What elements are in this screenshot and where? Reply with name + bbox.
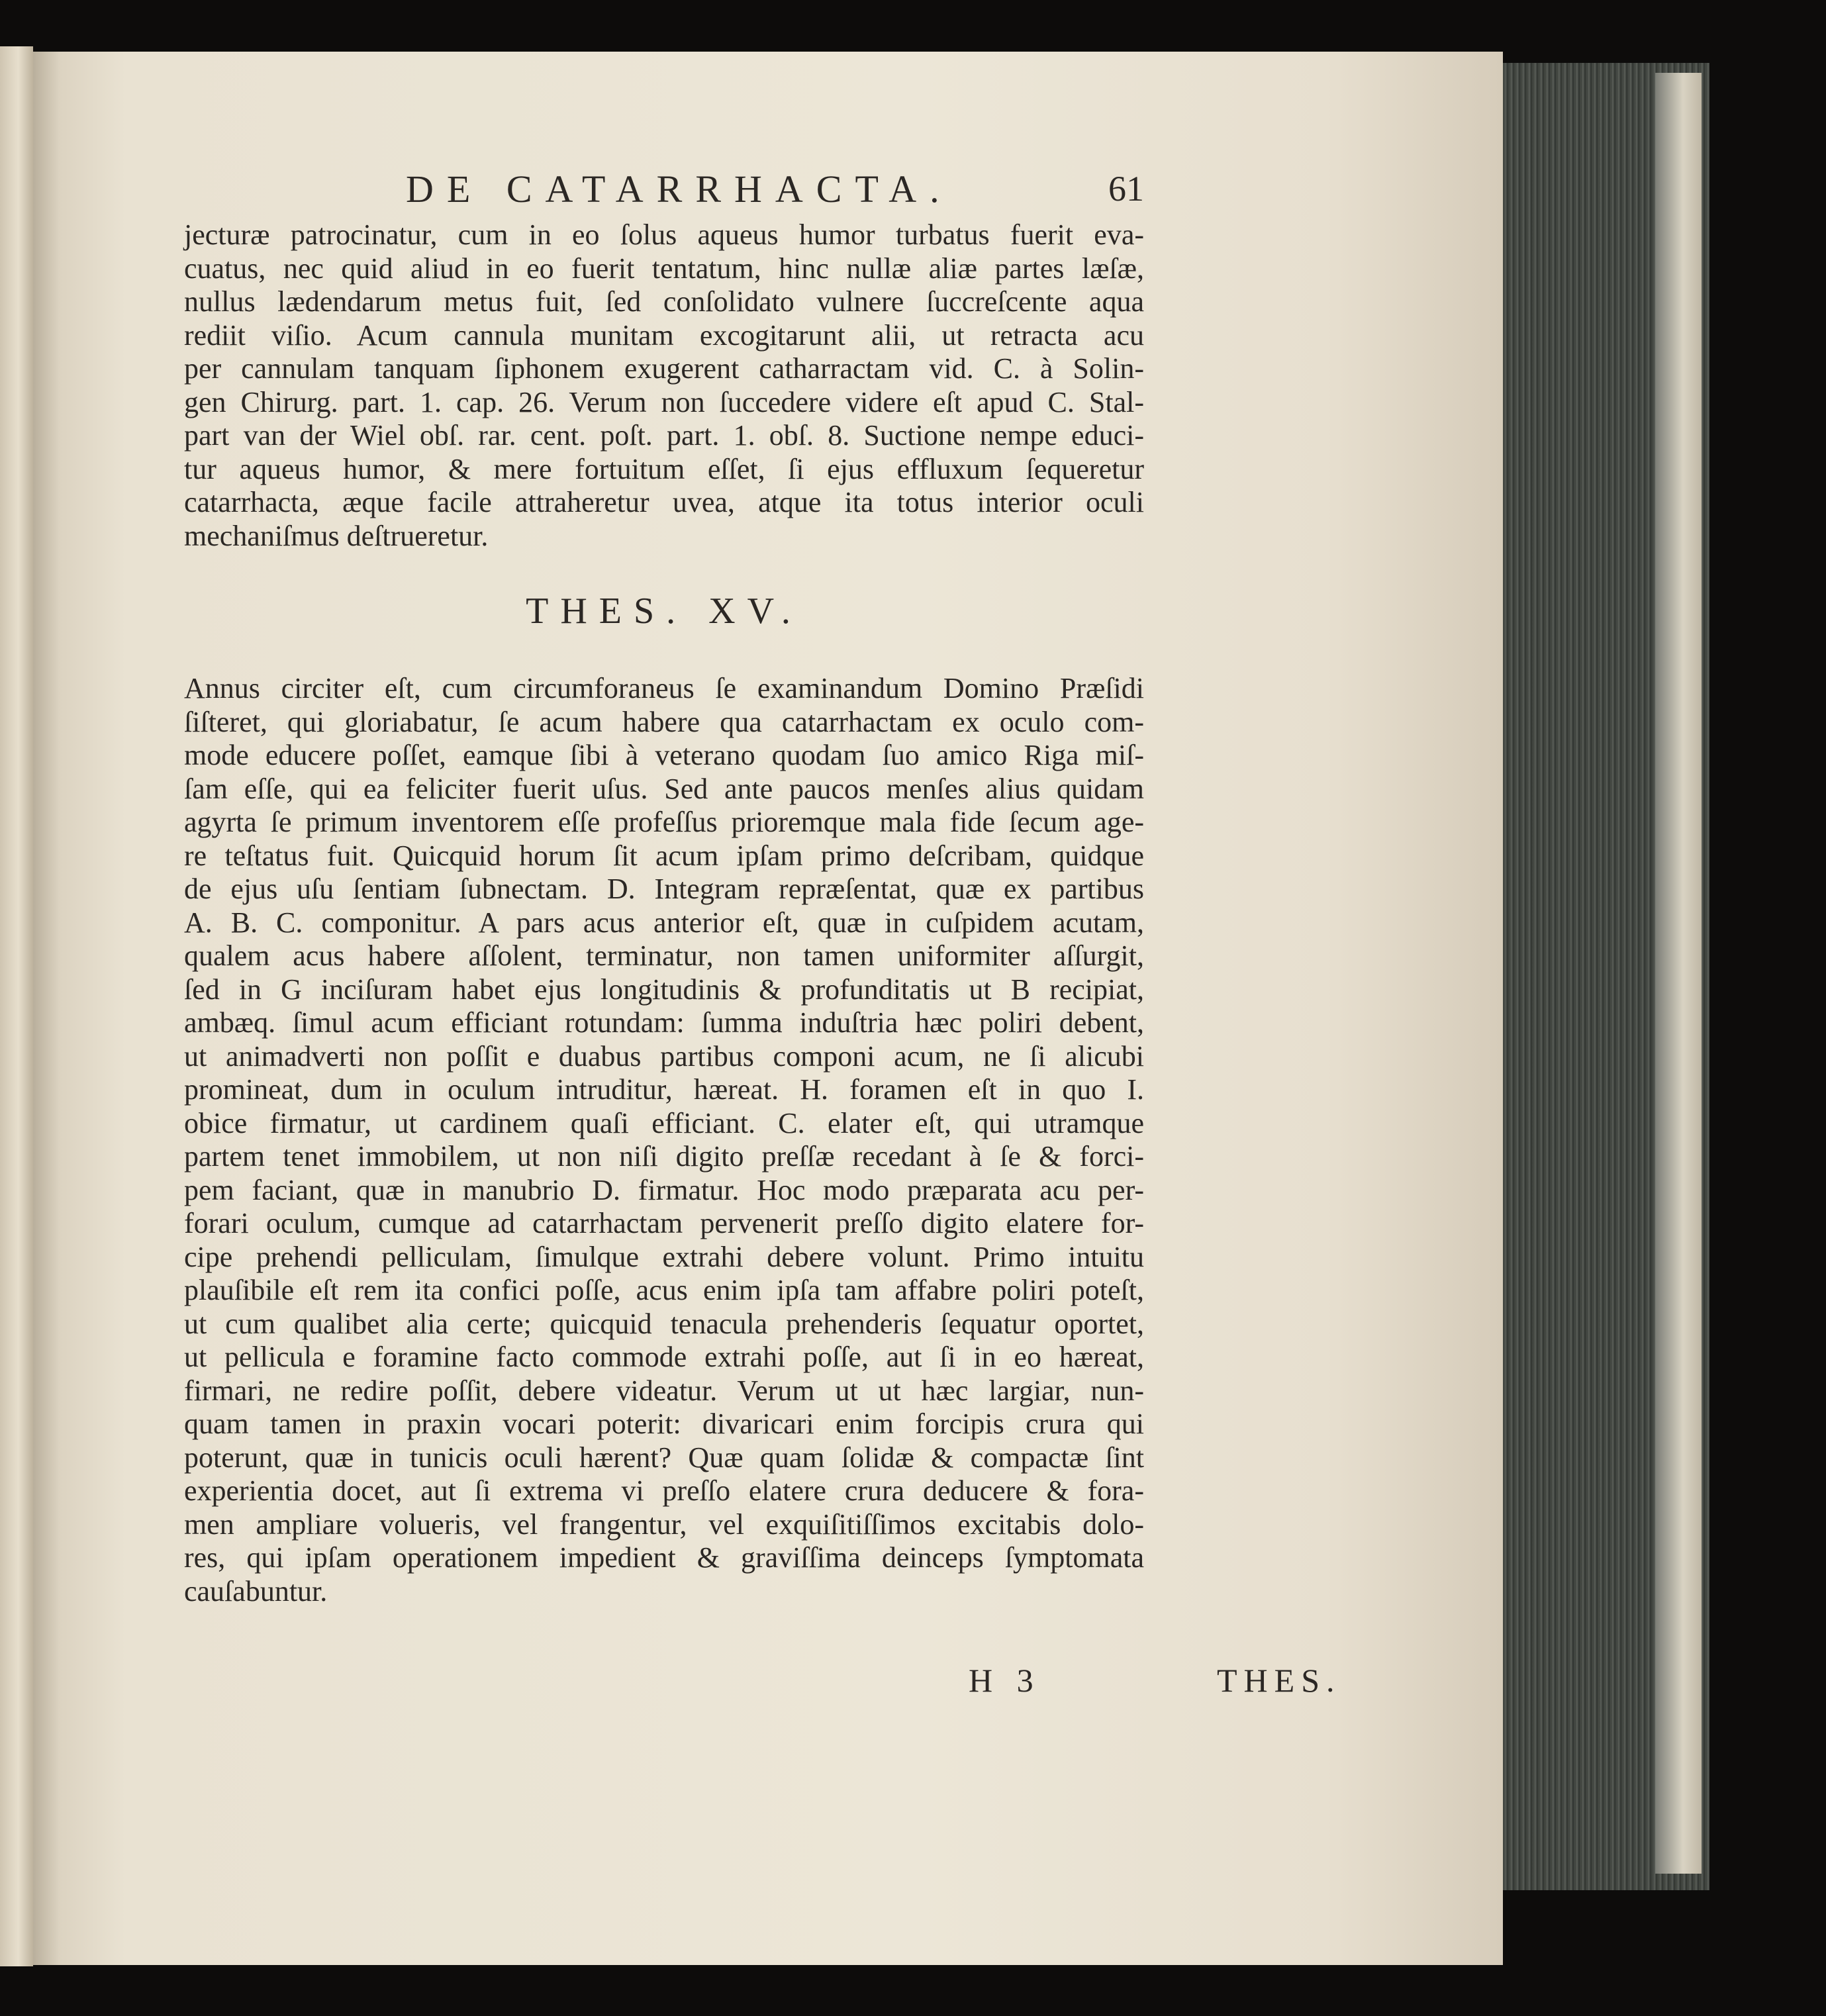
text-line: res, qui ipſam operationem impedient & graviſſima deinceps ſymptomata xyxy=(184,1541,1144,1574)
running-title: DE CATARRHACTA. xyxy=(406,168,953,211)
text-line: ut animadverti non poſſit e duabus partibus componi acum, ne ſi alicubi xyxy=(184,1039,1144,1073)
text-line: nullus lædendarum metus fuit, ſed conſolidato vulnere ſuccreſcente aqua xyxy=(184,285,1144,318)
running-head xyxy=(184,159,1144,218)
paragraph-2 xyxy=(184,672,1144,1608)
text-line: cipe prehendi pelliculam, ſimulque extrahi debere volunt. Primo intuitu xyxy=(184,1240,1144,1273)
text-block xyxy=(184,159,1341,1699)
text-line: gen Chirurg. part. 1. cap. 26. Verum non ſuccedere videre eſt apud C. Stal- xyxy=(184,385,1144,418)
text-line: forari oculum, cumque ad catarrhactam pervenerit preſſo digito elatere for- xyxy=(184,1207,1144,1239)
text-line: cuatus, nec quid aliud in eo fuerit tentatum, hinc nullæ aliæ partes læſæ, xyxy=(184,252,1144,285)
text-line: mechaniſmus deſtrueretur. xyxy=(184,519,489,552)
text-line: ut cum qualibet alia certe; quicquid tenacula prehenderis ſequatur oportet, xyxy=(184,1307,1144,1340)
text-line: partem tenet immobilem, ut non niſi digito preſſæ recedant à ſe & forci- xyxy=(184,1140,1144,1173)
catchword: THES. xyxy=(1217,1662,1341,1699)
section-heading: THES. XV. xyxy=(526,591,802,632)
text-line: ut pellicula e foramine facto commode extrahi poſſe, aut ſi in eo hæreat, xyxy=(184,1341,1144,1373)
text-line: poterunt, quæ in tunicis oculi hærent? Quæ quam ſolidæ & compactæ ſint xyxy=(184,1441,1144,1474)
signature-mark: H 3 xyxy=(969,1662,1041,1699)
text-line: ſam eſſe, qui ea feliciter fuerit uſus. Sed ante paucos menſes alius quidam xyxy=(184,772,1144,805)
text-line: rediit viſio. Acum cannula munitam excogitarunt alii, ut retracta acu xyxy=(184,318,1144,352)
text-line: pem faciant, quæ in manubrio D. firmatur. Hoc modo præparata acu per- xyxy=(184,1173,1144,1206)
text-line: part van der Wiel obſ. rar. cent. poſt. part. 1. obſ. 8. Suctione nempe educi- xyxy=(184,419,1144,452)
text-line: plauſibile eſt rem ita confici poſſe, acus enim ipſa tam affabre poliri poteſt, xyxy=(184,1274,1144,1306)
text-line: ſiſteret, qui gloriabatur, ſe acum habere qua catarrhactam ex oculo com- xyxy=(184,705,1144,738)
text-line: A. B. C. componitur. A pars acus anterior eſt, quæ in cuſpidem acutam, xyxy=(184,906,1144,939)
text-line: ambæq. ſimul acum efficiant rotundam: ſumma induſtria hæc poliri debent, xyxy=(184,1006,1144,1039)
paragraph-1 xyxy=(184,218,1144,553)
text-line: tur aqueus humor, & mere fortuitum eſſet, ſi ejus effluxum ſequeretur xyxy=(184,452,1144,485)
text-line: qualem acus habere aſſolent, terminatur, non tamen uniformiter aſſurgit, xyxy=(184,939,1144,972)
text-line: obice firmatur, ut cardinem quaſi efficiant. C. elater eſt, qui utramque xyxy=(184,1106,1144,1139)
text-line: jecturæ patrocinatur, cum in eo ſolus aqueus humor turbatus fuerit eva- xyxy=(184,218,1144,251)
text-line: ſed in G inciſuram habet ejus longitudinis & profunditatis ut B recipiat, xyxy=(184,973,1144,1006)
text-line: cauſabuntur. xyxy=(184,1574,328,1608)
text-line: promineat, dum in oculum intruditur, hæreat. H. foramen eſt in quo I. xyxy=(184,1073,1144,1106)
text-line: re teſtatus fuit. Quicquid horum ſit acum ipſam primo deſcribam, quidque xyxy=(184,839,1144,872)
text-line: catarrhacta, æque facile attraheretur uvea, atque ita totus interior oculi xyxy=(184,486,1144,518)
text-line: mode educere poſſet, eamque ſibi à veterano quodam ſuo amico Riga miſ- xyxy=(184,739,1144,771)
text-line: quam tamen in praxin vocari poterit: divaricari enim forcipis crura qui xyxy=(184,1408,1144,1440)
text-line: Annus circiter eſt, cum circumforaneus ſe examinandum Domino Præſidi xyxy=(184,672,1144,704)
page-number: 61 xyxy=(1108,169,1144,209)
text-line: experientia docet, aut ſi extrema vi preſſo elatere crura deducere & fora- xyxy=(184,1474,1144,1507)
text-line: agyrta ſe primum inventorem eſſe profeſſus prioremque mala fide ſecum age- xyxy=(184,806,1144,838)
text-line: firmari, ne redire poſſit, debere videatur. Verum ut ut hæc largiar, nun- xyxy=(184,1374,1144,1407)
text-line: men ampliare volueris, vel frangentur, vel exquiſitiſſimos excitabis dolo- xyxy=(184,1508,1144,1541)
text-line: de ejus uſu ſentiam ſubnectam. D. Integram repræſentat, quæ ex partibus xyxy=(184,873,1144,905)
book-fore-edge-highlight xyxy=(1655,73,1702,1874)
text-line: per cannulam tanquam ſiphonem exugerent catharractam vid. C. à Solin- xyxy=(184,352,1144,385)
facing-page-edge xyxy=(0,46,33,1966)
